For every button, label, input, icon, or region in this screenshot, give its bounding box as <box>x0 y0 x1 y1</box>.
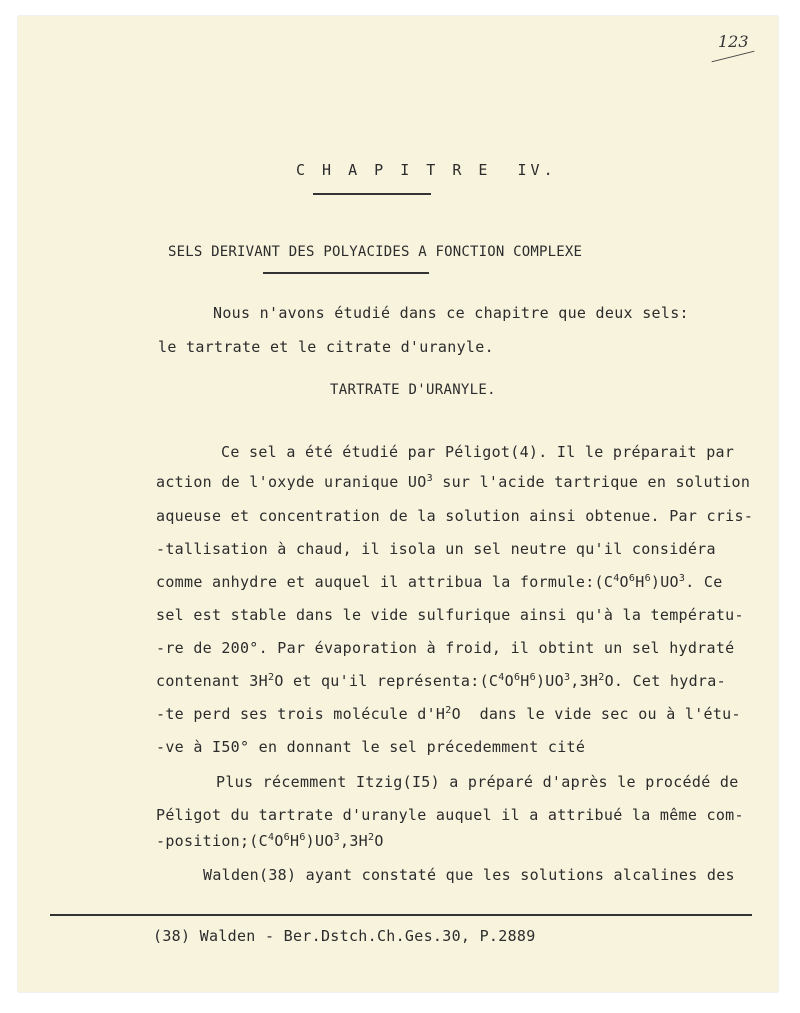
section-heading: SELS DERIVANT DES POLYACIDES A FONCTION COMPLEXE <box>168 244 583 260</box>
paragraph-line-5: comme anhydre et auquel il attribua la $formule:(C^4O^6H^6)UO^3$. Ce <box>156 573 723 591</box>
paragraph-line-10: -ve à I50° en donnant le sel précedemment cité <box>156 738 586 756</box>
footnote-separator <box>50 914 752 916</box>
paragraph-line-11: Plus récemment Itzig(I5) a préparé d'après le procédé de <box>216 773 739 791</box>
chapter-heading-rule <box>313 193 431 195</box>
page-number-underline <box>712 51 755 63</box>
page-number: 123 <box>718 32 749 51</box>
paragraph-line-3: aqueuse et concentration de la solution ainsi obtenue. Par cris- <box>156 507 754 525</box>
intro-line-2: le tartrate et le citrate d'uranyle. <box>158 338 494 356</box>
paragraph-line-8: contenant $3H^2O$ et qu'il $représenta:(C^4O^6H^6)UO^3,3H^2O$. Cet hydra- <box>156 672 726 690</box>
paragraph-line-13: $-position;(C^4O^6H^6)UO^3,3H^2O$ <box>156 832 384 850</box>
paragraph-line-6: sel est stable dans le vide sulfurique ainsi qu'à la températu- <box>156 606 744 624</box>
section-heading-rule <box>263 272 429 274</box>
intro-line-1: Nous n'avons étudié dans ce chapitre que deux sels: <box>213 304 689 322</box>
paragraph-line-14: Walden(38) ayant constaté que les solutions alcalines des <box>203 866 735 884</box>
subheading: TARTRATE D'URANYLE. <box>330 382 496 398</box>
paragraph-line-12: Péligot du tartrate d'uranyle auquel il a attribué la même com- <box>156 806 744 824</box>
document-page <box>18 16 778 992</box>
footnote: (38) Walden - Ber.Dstch.Ch.Ges.30, P.2889 <box>153 927 536 945</box>
paragraph-line-4: -tallisation à chaud, il isola un sel neutre qu'il considéra <box>156 540 716 558</box>
paragraph-line-1: Ce sel a été étudié par Péligot(4). Il le préparait par <box>221 443 735 461</box>
paragraph-line-2: action de l'oxyde uranique $UO^3$ sur l'acide tartrique en solution <box>156 473 751 491</box>
paragraph-line-7: -re de 200°. Par évaporation à froid, il obtint un sel hydraté <box>156 639 735 657</box>
paragraph-line-9: -te perd ses trois molécule $d'H^2O$ dans le vide sec ou à l'étu- <box>156 705 741 723</box>
chapter-heading: C H A P I T R E IV. <box>296 161 557 179</box>
